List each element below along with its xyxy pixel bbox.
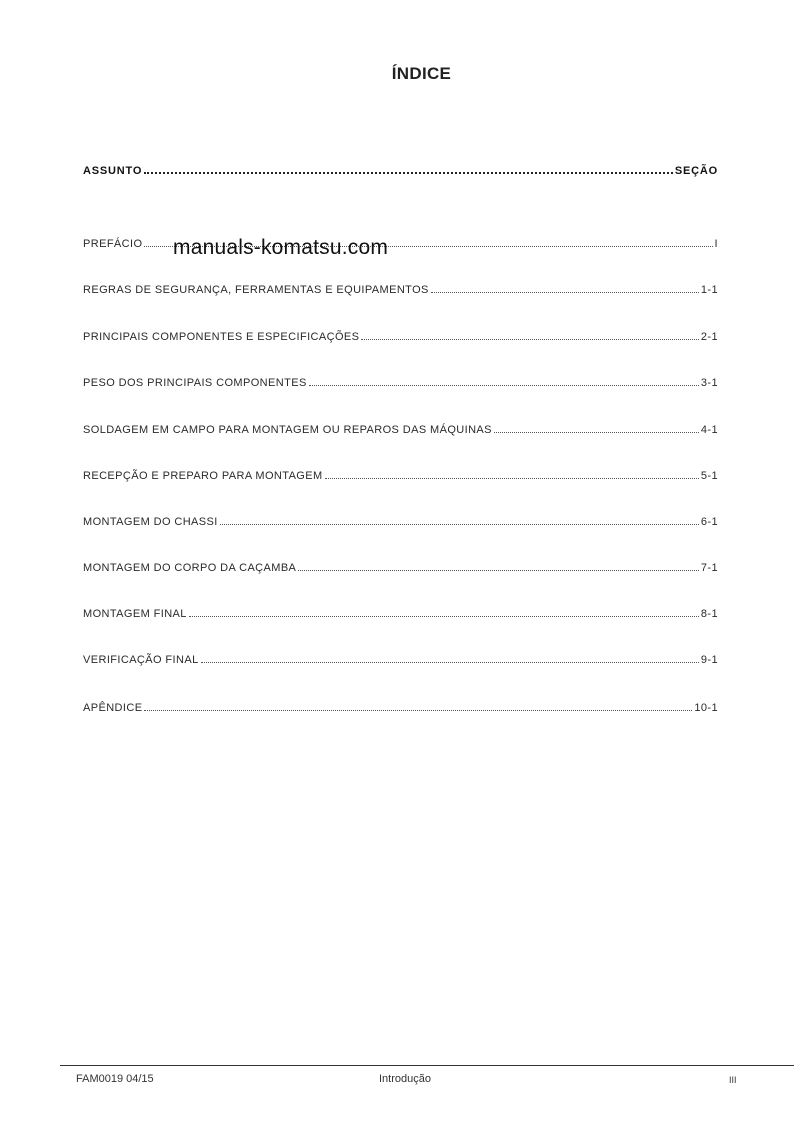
section-column-label: SEÇÃO (674, 165, 718, 177)
dot-leader (494, 431, 699, 433)
toc-entry-subject: SOLDAGEM EM CAMPO PARA MONTAGEM OU REPAROS DAS MÁQUINAS (83, 424, 492, 436)
subject-column-label: ASSUNTO (83, 165, 143, 177)
dot-leader (220, 523, 699, 525)
footer-divider (60, 1065, 794, 1066)
toc-entry-subject: MONTAGEM FINAL (83, 608, 187, 620)
toc-entry-principais-componentes[interactable] (83, 331, 718, 343)
dot-leader (298, 569, 699, 571)
watermark-text: manuals-komatsu.com (173, 236, 389, 259)
toc-entry-chassi[interactable] (83, 516, 718, 528)
toc-entry-section: 3-1 (700, 377, 718, 389)
toc-entry-montagem-final[interactable] (83, 608, 718, 620)
toc-entry-recepcao[interactable] (83, 470, 718, 482)
toc-entry-section: 5-1 (700, 470, 718, 482)
toc-entry-section: 9-1 (700, 654, 718, 666)
toc-entry-subject: MONTAGEM DO CORPO DA CAÇAMBA (83, 562, 297, 574)
dot-leader (144, 709, 692, 711)
dot-leader (361, 338, 699, 340)
footer-doc-code: FAM0019 04/15 (76, 1073, 154, 1085)
toc-entry-subject: PESO DOS PRINCIPAIS COMPONENTES (83, 377, 307, 389)
toc-entry-soldagem[interactable] (83, 424, 718, 436)
toc-entry-section: 2-1 (700, 331, 718, 343)
toc-entry-subject: RECEPÇÃO E PREPARO PARA MONTAGEM (83, 470, 323, 482)
toc-entry-regras-seguranca[interactable] (83, 284, 718, 296)
footer-page-number: III (729, 1075, 737, 1085)
dot-leader (201, 661, 699, 663)
toc-entry-section: I (714, 238, 718, 250)
dot-leader (325, 477, 699, 479)
toc-entry-subject: MONTAGEM DO CHASSI (83, 516, 218, 528)
toc-entry-section: 6-1 (700, 516, 718, 528)
toc-entry-subject: APÊNDICE (83, 702, 143, 714)
dot-leader (144, 171, 673, 174)
dot-leader (189, 615, 699, 617)
toc-entry-verificacao-final[interactable] (83, 654, 718, 666)
toc-entry-apendice[interactable] (83, 702, 718, 714)
toc-entry-section: 8-1 (700, 608, 718, 620)
toc-entry-section: 7-1 (700, 562, 718, 574)
toc-entry-subject: PREFÁCIO (83, 238, 143, 250)
toc-entry-section: 4-1 (700, 424, 718, 436)
toc-entry-section: 1-1 (700, 284, 718, 296)
toc-entry-subject: VERIFICAÇÃO FINAL (83, 654, 199, 666)
dot-leader (431, 291, 699, 293)
dot-leader (309, 384, 699, 386)
toc-entry-subject: REGRAS DE SEGURANÇA, FERRAMENTAS E EQUIPAMENTOS (83, 284, 429, 296)
toc-entry-subject: PRINCIPAIS COMPONENTES E ESPECIFICAÇÕES (83, 331, 360, 343)
toc-header (83, 165, 718, 177)
page-title: ÍNDICE (391, 64, 452, 83)
toc-entry-cacamba[interactable] (83, 562, 718, 574)
toc-entry-section: 10-1 (694, 702, 718, 714)
footer-chapter: Introdução (379, 1073, 431, 1085)
toc-entry-peso-componentes[interactable] (83, 377, 718, 389)
